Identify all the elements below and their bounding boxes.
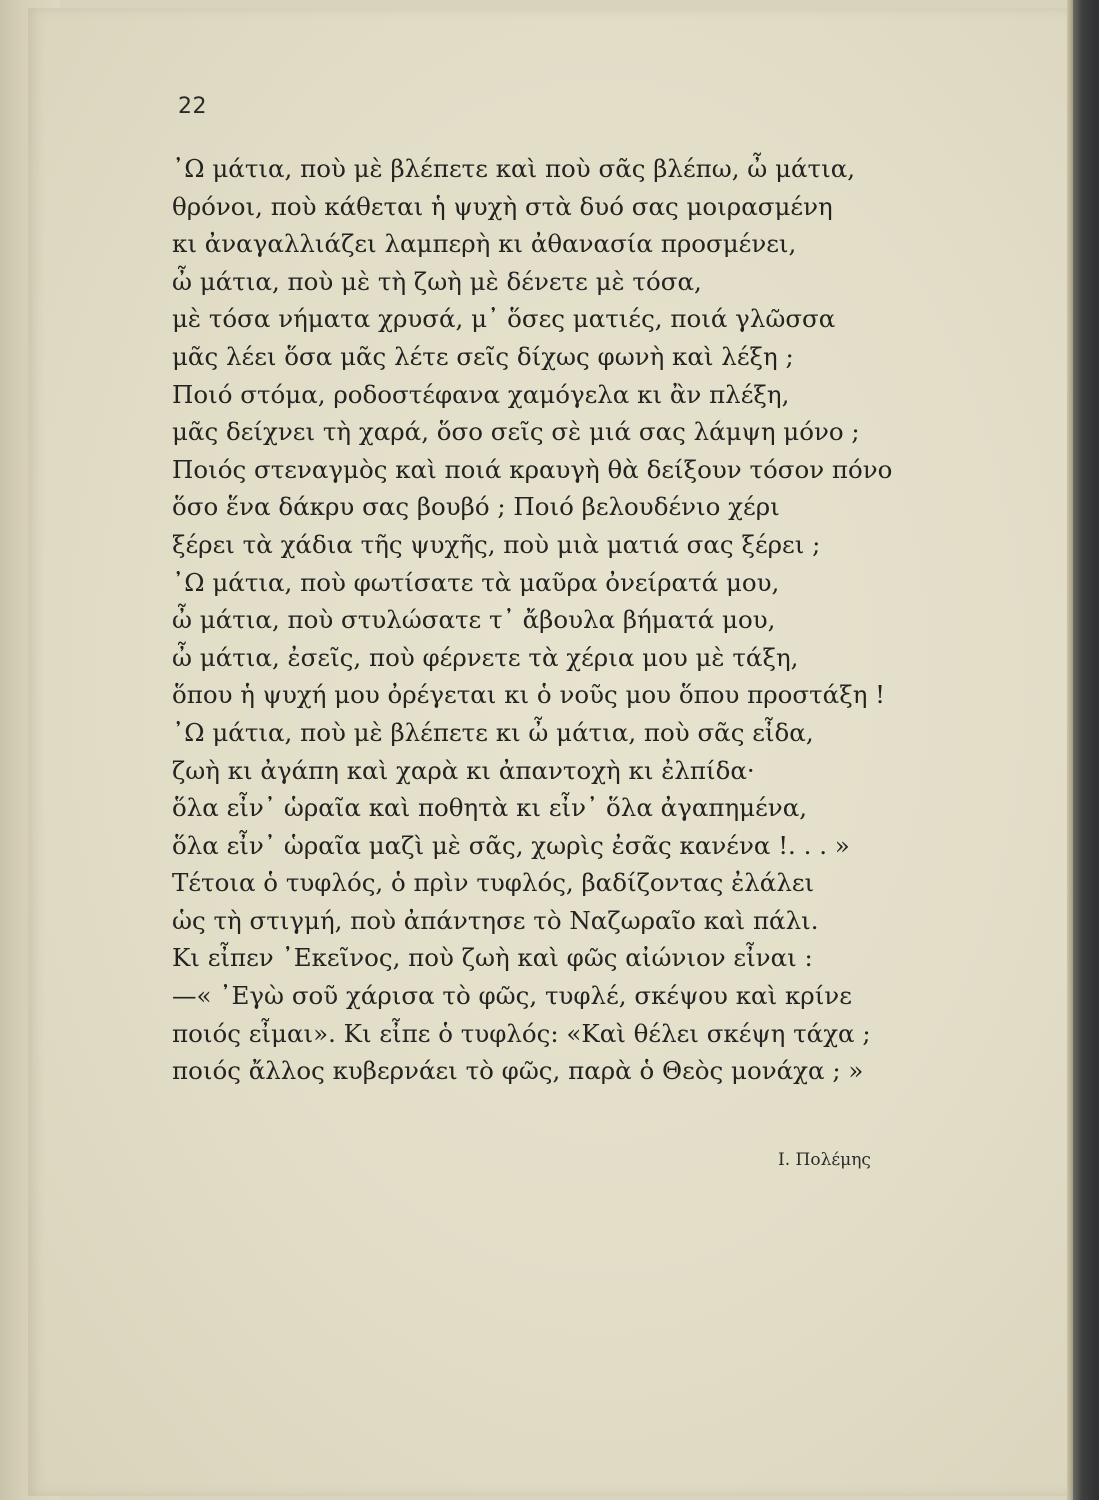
poem-line: θρόνοι, ποὺ κάθεται ἡ ψυχὴ στὰ δυό σας μοιρασμένη	[172, 191, 833, 221]
poem-line: ὅλα εἶν᾿ ὡραῖα μαζὶ μὲ σᾶς, χωρὶς ἐσᾶς κανένα !. . . »	[172, 830, 850, 860]
poem-line: ποιός εἶμαι». Κι εἶπε ὁ τυφλός: «Καὶ θέλει σκέψη τάχα ;	[172, 1018, 871, 1048]
poem-line: ὅλα εἶν᾿ ὡραῖα καὶ ποθητὰ κι εἶν᾿ ὅλα ἀγαπημένα,	[172, 793, 808, 823]
poem-line: μᾶς λέει ὅσα μᾶς λέτε σεῖς δίχως φωνὴ καὶ λέξη ;	[172, 341, 794, 371]
poem-line: κι ἀναγαλλιάζει λαμπερὴ κι ἀθανασία προσμένει,	[172, 229, 797, 259]
author-signature: Ι. Πολέμης	[778, 1150, 871, 1170]
poem-line: μᾶς δείχνει τὴ χαρά, ὅσο σεῖς σὲ μιά σας λάμψη μόνο ;	[172, 417, 860, 447]
poem-line: ᾿Ω μάτια, ποὺ φωτίσατε τὰ μαῦρα ὀνείρατά μου,	[172, 567, 780, 597]
poem-line: ὅπου ἡ ψυχή μου ὀρέγεται κι ὁ νοῦς μου ὅπου προστάξη !	[172, 680, 886, 710]
page-number: 22	[178, 94, 207, 119]
poem-line: Ποιός στεναγμὸς καὶ ποιά κραυγὴ θὰ δείξουν τόσον πόνο	[172, 454, 893, 484]
poem-line: ᾿Ω μάτια, ποὺ μὲ βλέπετε κι ὦ μάτια, ποὺ σᾶς εἶδα,	[172, 717, 814, 747]
poem-line: ξέρει τὰ χάδια τῆς ψυχῆς, ποὺ μιὰ ματιά σας ξέρει ;	[172, 529, 821, 559]
poem-line: ὦ μάτια, ἐσεῖς, ποὺ φέρνετε τὰ χέρια μου μὲ τάξη,	[172, 642, 799, 672]
poem-line: —« ᾿Εγὼ σοῦ χάρισα τὸ φῶς, τυφλέ, σκέψου καὶ κρίνε	[172, 981, 852, 1011]
poem-line: Τέτοια ὁ τυφλός, ὁ πρὶν τυφλός, βαδίζοντας ἐλάλει	[172, 868, 815, 898]
poem-line: ὦ μάτια, ποὺ μὲ τὴ ζωὴ μὲ δένετε μὲ τόσα,	[172, 266, 702, 296]
poem-line: Ποιό στόμα, ροδοστέφανα χαμόγελα κι ἂν πλέξη,	[172, 379, 790, 409]
poem-line: ᾿Ω μάτια, ποὺ μὲ βλέπετε καὶ ποὺ σᾶς βλέπω, ὦ μάτια,	[172, 154, 856, 183]
poem-line: ὡς τὴ στιγμή, ποὺ ἀπάντησε τὸ Ναζωραῖο καὶ πάλι.	[172, 905, 819, 935]
poem-line: ὦ μάτια, ποὺ στυλώσατε τ᾿ ἄβουλα βήματά μου,	[172, 605, 776, 635]
poem-line: ὅσο ἕνα δάκρυ σας βουβό ; Ποιό βελουδένιο χέρι	[172, 492, 780, 522]
poem-line: Κι εἶπεν ᾿Εκεῖνος, ποὺ ζωὴ καὶ φῶς αἰώνιον εἶναι :	[172, 943, 813, 973]
book-cover-edge	[1073, 0, 1099, 1500]
poem-line: ποιός ἄλλος κυβερνάει τὸ φῶς, παρὰ ὁ Θεὸς μονάχα ; »	[172, 1056, 864, 1086]
poem-line: μὲ τόσα νήματα χρυσά, μ᾿ ὅσες ματιές, ποιά γλῶσσα	[172, 304, 836, 334]
poem-line: ζωὴ κι ἀγάπη καὶ χαρὰ κι ἀπαντοχὴ κι ἐλπίδα·	[172, 755, 755, 785]
poem-text	[172, 150, 962, 1090]
